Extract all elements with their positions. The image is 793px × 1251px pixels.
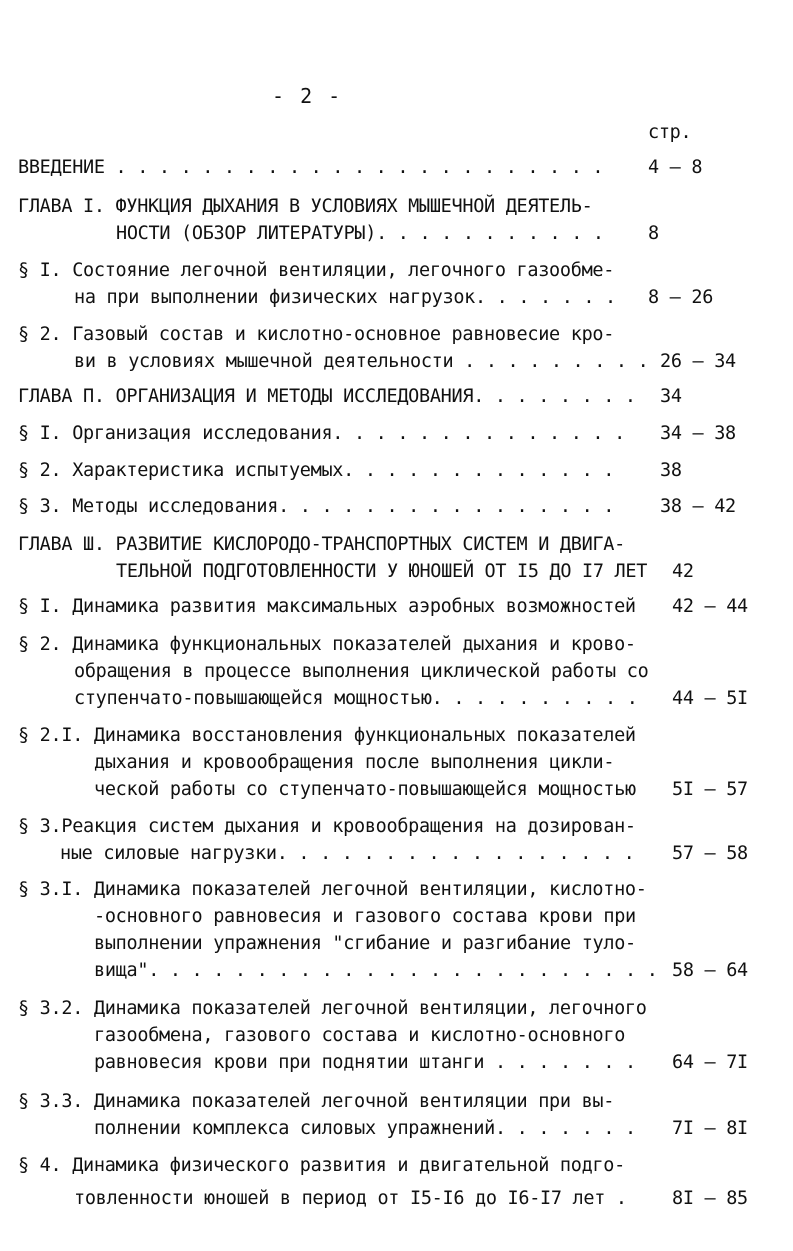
- toc-page-range: 5I – 57: [672, 779, 748, 800]
- toc-page-range: 8: [648, 223, 659, 244]
- toc-entry-text: ГЛАВА П. ОРГАНИЗАЦИЯ И МЕТОДЫ ИССЛЕДОВАНИЯ. . . . . . . .: [18, 386, 636, 407]
- toc-entry-text: § I. Динамика развития максимальных аэробных возможностей: [18, 596, 636, 617]
- toc-page-range: 34 – 38: [660, 423, 736, 444]
- page-number-header: - 2 -: [272, 84, 343, 108]
- toc-page-range: 4 – 8: [648, 157, 703, 178]
- toc-entry-text: § I. Организация исследования. . . . . . . . . . . . . .: [18, 423, 625, 444]
- toc-page-range: 58 – 64: [672, 960, 748, 981]
- toc-entry-text: НОСТИ (ОБЗОР ЛИТЕРАТУРЫ). . . . . . . . . . .: [116, 223, 604, 244]
- toc-entry-text: равновесия крови при поднятии штанги . . . . . . .: [94, 1052, 636, 1073]
- toc-entry-text: -основного равновесия и газового состава крови при: [94, 906, 636, 927]
- toc-entry-text: § 3.3. Динамика показателей легочной вентиляции при вы-: [18, 1091, 615, 1112]
- toc-page-range: 34: [660, 386, 682, 407]
- toc-entry-text: § 4. Динамика физического развития и двигательной подго-: [18, 1155, 625, 1176]
- toc-page-range: 38 – 42: [660, 496, 736, 517]
- toc-entry-text: ческой работы со ступенчато-повышающейся мощностью: [94, 779, 636, 800]
- toc-entry-text: вища". . . . . . . . . . . . . . . . . . . . . . . .: [94, 960, 658, 981]
- toc-entry-text: полнении комплекса силовых упражнений. . . . . . .: [94, 1118, 636, 1139]
- page-column-label: стр.: [648, 122, 692, 143]
- toc-entry-text: § 3.2. Динамика показателей легочной вентиляции, легочного: [18, 998, 647, 1019]
- toc-entry-text: газообмена, газового состава и кислотно-основного: [94, 1025, 626, 1046]
- toc-page-range: 57 – 58: [672, 843, 748, 864]
- toc-page-range: 42 – 44: [672, 596, 748, 617]
- toc-entry-text: ГЛАВА Ш. РАЗВИТИЕ КИСЛОРОДО-ТРАНСПОРТНЫХ СИСТЕМ И ДВИГА-: [18, 534, 625, 555]
- toc-page-range: 44 – 5I: [672, 688, 748, 709]
- toc-page-range: 38: [660, 460, 682, 481]
- toc-page-range: 8 – 26: [648, 287, 714, 308]
- toc-entry-text: обращения в процессе выполнения циклической работы со: [74, 661, 649, 682]
- toc-page-range: 26 – 34: [660, 351, 736, 372]
- toc-entry-text: § 2. Динамика функциональных показателей дыхания и крово-: [18, 634, 636, 655]
- toc-entry-text: ступенчато-повышающейся мощностью. . . . . . . . . .: [74, 688, 638, 709]
- toc-page-range: 64 – 7I: [672, 1052, 748, 1073]
- toc-entry-text: § 2.I. Динамика восстановления функциональных показателей: [18, 725, 636, 746]
- toc-entry-text: ТЕЛЬНОЙ ПОДГОТОВЛЕННОСТИ У ЮНОШЕЙ ОТ I5 ДО I7 ЛЕТ: [116, 561, 648, 582]
- toc-entry-text: ви в условиях мышечной деятельности . . . . . . . . .: [74, 351, 649, 372]
- toc-entry-text: дыхания и кровообращения после выполнения цикли-: [94, 752, 615, 773]
- toc-entry-text: ные силовые нагрузки. . . . . . . . . . . . . . . . .: [60, 843, 635, 864]
- toc-entry-text: § 3.I. Динамика показателей легочной вентиляции, кислотно-: [18, 879, 647, 900]
- toc-entry-text: ГЛАВА I. ФУНКЦИЯ ДЫХАНИЯ В УСЛОВИЯХ МЫШЕЧНОЙ ДЕЯТЕЛЬ-: [18, 196, 593, 217]
- toc-entry-text: выполнении упражнения "сгибание и разгибание туло-: [94, 933, 636, 954]
- toc-entry-text: § 3. Методы исследования. . . . . . . . . . . . . . . .: [18, 496, 615, 517]
- toc-page-range: 8I – 85: [672, 1188, 748, 1209]
- toc-page-range: 42: [672, 561, 694, 582]
- toc-entry-text: ВВЕДЕНИЕ . . . . . . . . . . . . . . . . . . . . . . .: [18, 157, 604, 178]
- toc-entry-text: § 3.Реакция систем дыхания и кровообращения на дозирован-: [18, 816, 636, 837]
- toc-entry-text: товленности юношей в период от I5-I6 до I6-I7 лет .: [74, 1188, 627, 1209]
- toc-entry-text: § 2. Характеристика испытуемых. . . . . . . . . . . . .: [18, 460, 615, 481]
- toc-page-range: 7I – 8I: [672, 1118, 748, 1139]
- toc-entry-text: § 2. Газовый состав и кислотно-основное равновесие кро-: [18, 324, 615, 345]
- toc-entry-text: на при выполнении физических нагрузок. . . . . . .: [74, 287, 616, 308]
- toc-entry-text: § I. Состояние легочной вентиляции, легочного газообме-: [18, 260, 615, 281]
